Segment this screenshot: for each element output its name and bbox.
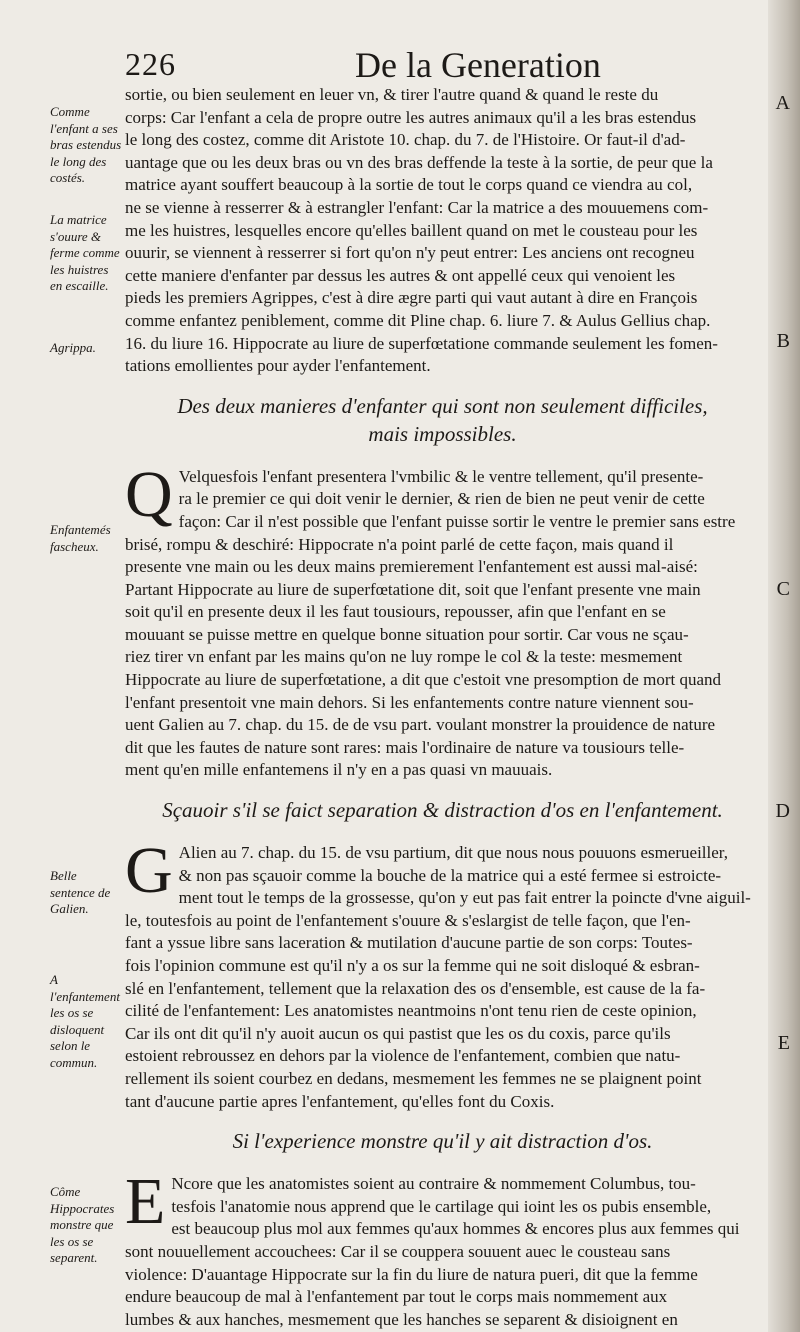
text-line: endure beaucoup de mal à l'enfantement par tout le corps mais nommement aux [125, 1287, 668, 1307]
running-title: De la Generation [355, 45, 601, 85]
margin-letter-a: A [775, 92, 790, 114]
margin-note: Comme l'enfant a ses bras estendus le long des costés. [50, 104, 122, 185]
text-line: ouurir, se viennent à resserrer si fort qu'on n'y peut entrer: Les anciens ont recogneu [125, 243, 695, 263]
page-number: 226 [125, 46, 176, 82]
text-line: fant a yssue libre sans laceration & mutilation d'aucune partie de son corps: Toutes- [125, 933, 693, 953]
text-line: cette maniere d'enfanter par dessus les autres & ont appellé ceux qui venoient les [125, 265, 676, 285]
text-line: slé en l'enfantement, tellement que la relaxation des os d'ensemble, est cause de la fa- [125, 978, 706, 998]
text-line: sont nouuellement accouchees: Car il se couppera souuent auec le cousteau sans [125, 1241, 671, 1261]
text-line: le long des costez, comme dit Aristote 10. chap. du 7. de l'Histoire. Or faut-il d'ad- [125, 130, 686, 150]
paragraph [125, 1165, 760, 1331]
paragraph [125, 84, 760, 378]
text-line: 16. du liure 16. Hippocrate au liure de superfœtatione commande seulement les fomen- [125, 333, 718, 353]
text-line: & non pas sçauoir comme la bouche de la matrice qui a esté fermee si estroicte- [178, 865, 722, 885]
text-line: le, toutesfois au point de l'enfantement s'ouure & s'eslargist de telle façon, que l'en- [125, 910, 691, 930]
margin-note: A l'enfantement les os se disloquent selon le commun. [50, 972, 120, 1070]
text-line: ment tout le temps de la grossesse, qu'on y eut pas fait entrer la poincte d'vne aiguil- [178, 888, 751, 908]
text-line: Car ils ont dit qu'il n'y auoit aucun os qui pastist que les os du coxis, parce qu'ils [125, 1023, 671, 1043]
drop-cap: E [125, 1165, 166, 1239]
margin-note: Enfantemés fascheux. [50, 522, 111, 554]
margin-letter-e: E [777, 1032, 790, 1054]
drop-cap: Q [125, 457, 173, 531]
text-line: tant d'aucune partie apres l'enfantement, qu'elles font du Coxis. [125, 1091, 555, 1111]
heading-line: Sçauoir s'il se faict separation & distraction d'os en l'enfantement. [162, 798, 723, 823]
margin-letter-d: D [775, 800, 790, 822]
text-line: ment qu'en mille enfantemens il n'y en a pas quasi vn mauuais. [125, 760, 553, 780]
heading-line: mais impossibles. [368, 421, 517, 446]
text-line: matrice ayant souffert beaucoup à la sortie de tout le corps quand ce viendra au col, [125, 175, 693, 195]
main-text [125, 84, 760, 1331]
text-line: lumbes & aux hanches, mesmement que les hanches se separent & disioignent en [125, 1309, 678, 1329]
drop-cap: G [125, 834, 173, 908]
text-line: sortie, ou bien seulement en leuer vn, & tirer l'autre quand & quand le reste du [125, 85, 659, 104]
margin-note: Belle sentence de Galien. [50, 868, 111, 916]
margin-letter-b: B [776, 330, 790, 352]
text-line: me les huistres, lesquelles encore qu'elles baillent quand on met le cousteau pour les [125, 220, 698, 240]
text-line: cilité de l'enfantement: Les anatomistes neantmoins n'ont tenu rien de ceste opinion, [125, 1001, 697, 1021]
text-line: comme enfantez peniblement, comme dit Pline chap. 6. liure 7. & Aulus Gellius chap. [125, 310, 711, 330]
text-line: presente vne main ou les deux mains premierement l'enfantement est aussi mal-aisé: [125, 557, 698, 577]
text-line: Velquesfois l'enfant presentera l'vmbilic & le ventre tellement, qu'il presente- [178, 466, 704, 486]
margin-note: Côme Hippocrates monstre que les os se separent. [50, 1184, 115, 1265]
text-line: tations emollientes pour ayder l'enfantement. [125, 356, 431, 376]
margin-letter-c: C [776, 578, 790, 600]
text-line: est beaucoup plus mol aux femmes qu'aux hommes & encores plus aux femmes qui [171, 1219, 740, 1239]
text-line: riez tirer vn enfant par les mains qu'on ne luy rompe le col & la teste: mesmement [125, 647, 683, 667]
section-heading [125, 796, 760, 824]
text-line: Alien au 7. chap. du 15. de vsu partium, dit que nous nous pouuons esmerueiller, [178, 843, 729, 863]
text-line: Hippocrate au liure de superfœtatione, a dit que c'estoit vne presomption de mort quand [125, 670, 721, 690]
text-line: brisé, rompu & deschiré: Hippocrate n'a point parlé de cette façon, mais quand il [125, 534, 674, 554]
margin-note: Agrippa. [50, 340, 96, 355]
text-line: uantage que ou les deux bras ou vn des bras deffende la teste à la sortie, de peur que la [125, 152, 713, 172]
heading-line: Des deux manieres d'enfanter qui sont non seulement difficiles, [177, 393, 708, 418]
text-line: tesfois l'anatomie nous apprend que le cartilage qui ioint les os pubis ensemble, [171, 1196, 712, 1216]
text-line: l'enfant presentoit vne main dehors. Si les enfantements contre nature viennent sou- [125, 692, 694, 712]
margin-note: La matrice s'ouure & ferme comme les huistres en escaille. [50, 212, 120, 293]
text-line: façon: Car il n'est possible que l'enfant puisse sortir le ventre le premier sans estre [178, 511, 736, 531]
text-line: uent Galien au 7. chap. du 15. de de vsu part. voulant monstrer la prouidence de nature [125, 715, 716, 735]
section-heading [125, 392, 760, 448]
section-heading [125, 1127, 760, 1155]
text-line: ra le premier ce qui doit venir le dernier, & rien de bien ne peut venir de cette [178, 489, 705, 509]
text-line: fois l'opinion commune est qu'il n'y a os sur la femme qui ne soit disloqué & esbran- [125, 956, 700, 975]
text-line: dit que les fautes de nature sont rares: mais l'ordinaire de nature va tousiours telle- [125, 737, 685, 757]
paragraph [125, 834, 760, 1113]
text-line: soit qu'il en presente deux il les faut tousiours, repousser, afin que l'enfant en se [125, 602, 666, 622]
text-line: mouuant se puisse mettre en quelque bonne situation pour sortir. Car vous ne sçau- [125, 624, 689, 644]
text-line: rellement ils soient courbez en dedans, mesmement les femmes ne se plaignent point [125, 1068, 702, 1088]
paragraph [125, 457, 760, 782]
text-line: corps: Car l'enfant a cela de propre outre les autres animaux qu'il a les bras estendus [125, 107, 697, 127]
text-line: violence: D'auantage Hippocrate sur la fin du liure de natura pueri, dit que la femme [125, 1264, 698, 1284]
text-line: estoient rebroussez en dehors par la violence de l'enfantement, combien que natu- [125, 1046, 681, 1066]
text-line: Partant Hippocrate au liure de superfœtatione dit, soit que l'enfant presente vne main [125, 579, 701, 599]
heading-line: Si l'experience monstre qu'il y ait distraction d'os. [232, 1129, 653, 1154]
page-edge-shadow [768, 0, 800, 1332]
text-line: Ncore que les anatomistes soient au contraire & nommement Columbus, tou- [171, 1174, 696, 1194]
text-line: ne se vienne à resserrer & à estrangler l'enfant: Car la matrice a des mouuemens com- [125, 197, 709, 217]
text-line: pieds les premiers Agrippes, c'est à dire ægre parti qui vaut autant à dire en François [125, 288, 698, 308]
